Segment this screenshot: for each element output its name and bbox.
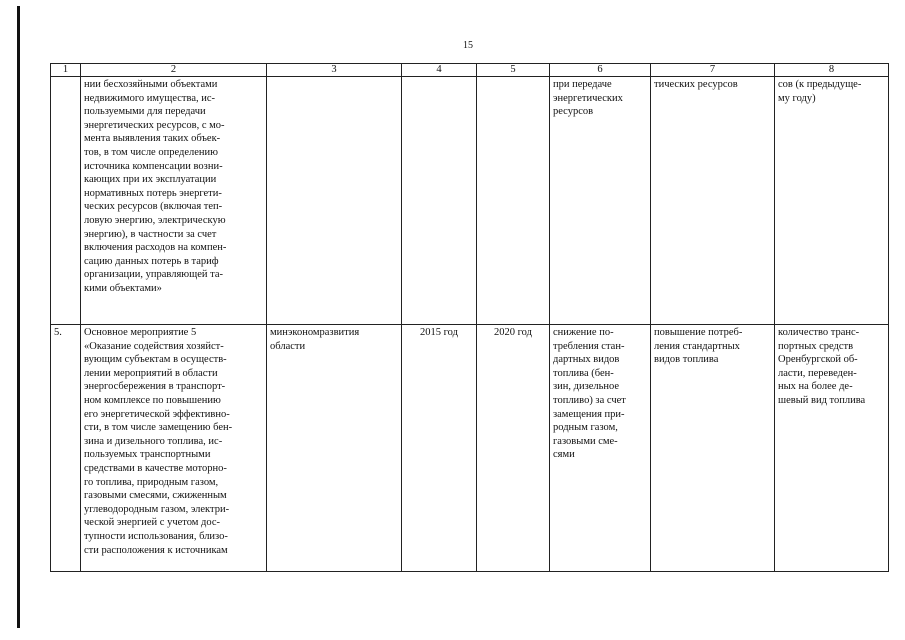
row5-consequence-cell: [651, 325, 775, 572]
text-line: му году): [778, 92, 816, 104]
text-line: мента выявления таких объек-: [84, 133, 221, 145]
text-line: сти расположения к источникам: [84, 544, 228, 556]
row5-responsible-cell: [267, 325, 402, 572]
cont-indicator-cell: [775, 77, 889, 325]
cont-consequence-cell: [651, 77, 775, 325]
text-line: зина и дизельного топлива, ис-: [84, 435, 223, 447]
cont-description-cell: [81, 77, 267, 325]
row5-end-year-cell: 2020 год: [477, 325, 550, 572]
text-line: газовыми сме-: [553, 435, 618, 447]
text-line: энергетических: [553, 92, 623, 104]
header-cell-7: 7: [651, 64, 775, 77]
row5-description-cell: [81, 325, 267, 572]
text-line: количество транс-: [778, 327, 860, 338]
cont-result-cell: [550, 77, 651, 325]
header-cell-1: 1: [51, 64, 81, 77]
text-line: повышение потреб-: [654, 327, 743, 338]
text-line: зин, дизельное: [553, 381, 620, 393]
text-line: организации, управляющей та-: [84, 269, 223, 281]
text-line: ления стандартных: [654, 340, 740, 352]
text-line: топлива (бен-: [553, 367, 614, 379]
row5-start-year-cell: 2015 год: [402, 325, 477, 572]
header-cell-8: 8: [775, 64, 889, 77]
text-line: кими объектами»: [84, 282, 162, 294]
text-line: дартных видов: [553, 354, 620, 366]
cont-end-cell: [477, 77, 550, 325]
measure-5-row: [51, 325, 889, 572]
text-line: тупности использования, близо-: [84, 530, 228, 542]
page-number: 15: [463, 40, 473, 51]
measures-table: [50, 63, 889, 572]
text-line: ловую энергию, электрическую: [84, 214, 226, 226]
text-line: ных на более де-: [778, 381, 853, 393]
text-line: «Оказание содействия хозяйст-: [84, 340, 224, 352]
row5-indicator-cell: [775, 325, 889, 572]
header-cell-2: 2: [81, 64, 267, 77]
text-line: ческой энергией с учетом дос-: [84, 517, 221, 529]
text-line: го топлива, природным газом,: [84, 476, 219, 488]
text-line: энергетических ресурсов, с мо-: [84, 119, 225, 131]
text-line: области: [270, 340, 306, 352]
text-line: пользуемыми для передачи: [84, 106, 206, 118]
text-line: замещения при-: [553, 408, 625, 420]
text-line: сями: [553, 449, 575, 461]
text-line: тов, в том числе определению: [84, 146, 218, 158]
text-line: ческих ресурсов (включая теп-: [84, 201, 223, 213]
text-line: минэкономразвития: [270, 327, 360, 338]
text-line: Оренбургской об-: [778, 354, 858, 366]
header-cell-4: 4: [402, 64, 477, 77]
text-line: ресурсов: [553, 106, 594, 118]
text-line: сти, в том числе замещению бен-: [84, 422, 233, 434]
text-line: портных средств: [778, 340, 854, 352]
text-line: углеводородным газом, электри-: [84, 503, 230, 515]
row5-num-cell: 5.: [51, 325, 81, 572]
text-line: кающих при их эксплуатации: [84, 174, 217, 186]
cont-responsible-cell: [267, 77, 402, 325]
text-line: шевый вид топлива: [778, 394, 866, 406]
cont-num-cell: [51, 77, 81, 325]
text-line: ласти, переведен-: [778, 367, 857, 379]
text-line: родным газом,: [553, 422, 618, 434]
text-line: топливо) за счет: [553, 394, 626, 406]
text-line: его энергетической эффективно-: [84, 408, 230, 420]
binding-line: [17, 6, 20, 628]
header-cell-3: 3: [267, 64, 402, 77]
text-line: Основное мероприятие 5: [84, 327, 197, 338]
text-line: снижение по-: [553, 327, 614, 338]
text-line: источника компенсации возни-: [84, 160, 223, 172]
header-cell-6: 6: [550, 64, 651, 77]
text-line: видов топлива: [654, 354, 719, 366]
row5-result-cell: [550, 325, 651, 572]
text-line: пользуемых транспортными: [84, 449, 211, 461]
text-line: нии бесхозяйными объектами: [84, 79, 218, 90]
text-line: энергию), в частности за счет: [84, 228, 217, 240]
cont-start-cell: [402, 77, 477, 325]
text-line: газовыми смесями, сжиженным: [84, 490, 227, 502]
text-line: включения расходов на компен-: [84, 242, 227, 254]
text-line: сов (к предыдуще-: [778, 79, 862, 90]
text-line: вующим субъектам в осуществ-: [84, 354, 227, 366]
text-line: при передаче: [553, 79, 612, 90]
text-line: ном комплексе по повышению: [84, 394, 221, 406]
text-line: лении мероприятий в области: [84, 367, 218, 379]
text-line: требления стан-: [553, 340, 625, 352]
text-line: энергосбережения в транспорт-: [84, 381, 226, 393]
text-line: недвижимого имущества, ис-: [84, 92, 216, 104]
text-line: средствами в качестве моторно-: [84, 462, 227, 474]
text-line: сацию данных потерь в тариф: [84, 255, 219, 267]
text-line: нормативных потерь энергети-: [84, 187, 222, 199]
text-line: тических ресурсов: [654, 79, 738, 90]
header-cell-5: 5: [477, 64, 550, 77]
header-row: [51, 64, 889, 77]
continuation-row: [51, 77, 889, 325]
